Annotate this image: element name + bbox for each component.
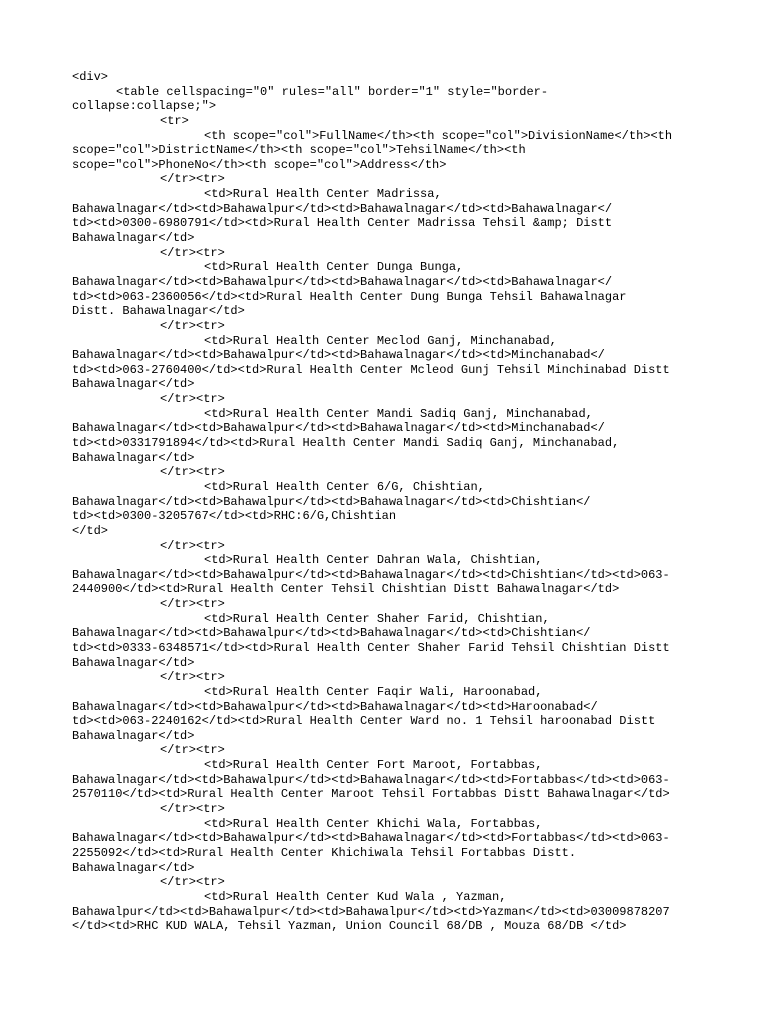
source-line: <td>Rural Health Center Faqir Wali, Haroonabad, <box>204 684 543 699</box>
source-line: <td>Rural Health Center Dunga Bunga, <box>204 260 464 275</box>
source-line: Bahawalnagar</td><td>Bahawalpur</td><td>Bahawalnagar</td><td>Bahawalnagar</ <box>72 201 613 216</box>
source-line: </tr><tr> <box>160 743 225 758</box>
source-line: Bahawalnagar</td> <box>72 860 195 875</box>
source-line: <td>Rural Health Center Madrissa, <box>204 187 442 202</box>
source-line: <td>Rural Health Center Meclod Ganj, Minchanabad, <box>204 333 557 348</box>
source-line: <td>Rural Health Center Fort Maroot, Fortabbas, <box>204 758 543 773</box>
source-line: <td>Rural Health Center Khichi Wala, Fortabbas, <box>204 816 543 831</box>
source-line: <td>Rural Health Center 6/G, Chishtian, <box>204 479 485 494</box>
source-line: td><td>063-2240162</td><td>Rural Health Center Ward no. 1 Tehsil haroonabad Distt <box>72 714 656 729</box>
source-line: 2570110</td><td>Rural Health Center Maroot Tehsil Fortabbas Distt Bahawalnagar</td> <box>72 787 670 802</box>
source-line: td><td>063-2760400</td><td>Rural Health Center Mcleod Gunj Tehsil Minchinabad Distt <box>72 362 670 377</box>
source-line: Bahawalnagar</td><td>Bahawalpur</td><td>Bahawalnagar</td><td>Chishtian</td><td>063- <box>72 567 670 582</box>
source-line: 2255092</td><td>Rural Health Center Khichiwala Tehsil Fortabbas Distt. <box>72 845 577 860</box>
source-line: td><td>0333-6348571</td><td>Rural Health Center Shaher Farid Tehsil Chishtian Distt <box>72 640 670 655</box>
source-line: </tr><tr> <box>160 597 225 612</box>
source-line: Bahawalnagar</td><td>Bahawalpur</td><td>Bahawalnagar</td><td>Haroonabad</ <box>72 699 598 714</box>
source-line: </td> <box>72 523 109 538</box>
source-line: td><td>0300-3205767</td><td>RHC:6/G,Chishtian <box>72 509 397 524</box>
source-line: </tr><tr> <box>160 465 225 480</box>
source-line: </tr><tr> <box>160 538 225 553</box>
source-line: td><td>063-2360056</td><td>Rural Health Center Dung Bunga Tehsil Bahawalnagar <box>72 289 627 304</box>
source-line: Bahawalnagar</td><td>Bahawalpur</td><td>Bahawalnagar</td><td>Chishtian</ <box>72 494 591 509</box>
source-line: Bahawalnagar</td><td>Bahawalpur</td><td>Bahawalnagar</td><td>Minchanabad</ <box>72 348 605 363</box>
source-line: Bahawalnagar</td><td>Bahawalpur</td><td>Bahawalnagar</td><td>Bahawalnagar</ <box>72 274 613 289</box>
source-line: <td>Rural Health Center Kud Wala , Yazman, <box>204 889 507 904</box>
source-line: <th scope="col">FullName</th><th scope="col">DivisionName</th><th <box>204 128 673 143</box>
source-line: td><td>0300-6980791</td><td>Rural Health Center Madrissa Tehsil &amp; Distt <box>72 216 613 231</box>
source-line: <td>Rural Health Center Mandi Sadiq Ganj, Minchanabad, <box>204 406 593 421</box>
source-line: Bahawalpur</td><td>Bahawalpur</td><td>Bahawalpur</td><td>Yazman</td><td>03009878207 <box>72 904 670 919</box>
source-line: </tr><tr> <box>160 875 225 890</box>
source-line: Bahawalnagar</td> <box>72 377 195 392</box>
source-line: <table cellspacing="0" rules="all" border="1" style="border- <box>116 84 549 99</box>
source-line: Bahawalnagar</td> <box>72 231 195 246</box>
source-line: </tr><tr> <box>160 172 225 187</box>
html-source-listing <box>0 70 768 934</box>
source-line: <div> <box>72 70 109 84</box>
source-line: </tr><tr> <box>160 670 225 685</box>
source-line: </tr><tr> <box>160 802 225 817</box>
source-line: <tr> <box>160 113 189 128</box>
source-line: collapse:collapse;"> <box>72 99 217 114</box>
source-line: <td>Rural Health Center Dahran Wala, Chishtian, <box>204 553 543 568</box>
source-line: Bahawalnagar</td> <box>72 450 195 465</box>
source-line: scope="col">DistrictName</th><th scope="col">TehsilName</th><th <box>72 143 526 158</box>
source-line: Bahawalnagar</td><td>Bahawalpur</td><td>Bahawalnagar</td><td>Fortabbas</td><td>063- <box>72 831 670 846</box>
source-line: Bahawalnagar</td> <box>72 728 195 743</box>
source-line: </tr><tr> <box>160 318 225 333</box>
source-line: td><td>0331791894</td><td>Rural Health Center Mandi Sadiq Ganj, Minchanabad, <box>72 436 620 451</box>
source-line: </tr><tr> <box>160 245 225 260</box>
source-line: Bahawalnagar</td><td>Bahawalpur</td><td>Bahawalnagar</td><td>Minchanabad</ <box>72 421 605 436</box>
source-line: </tr><tr> <box>160 392 225 407</box>
source-line: Bahawalnagar</td><td>Bahawalpur</td><td>Bahawalnagar</td><td>Chishtian</ <box>72 626 591 641</box>
source-line: scope="col">PhoneNo</th><th scope="col">Address</th> <box>72 157 447 172</box>
source-line: <td>Rural Health Center Shaher Farid, Chishtian, <box>204 611 550 626</box>
source-line: </td><td>RHC KUD WALA, Tehsil Yazman, Union Council 68/DB , Mouza 68/DB </td> <box>72 919 627 934</box>
source-line: Bahawalnagar</td> <box>72 655 195 670</box>
source-line: 2440900</td><td>Rural Health Center Tehsil Chishtian Distt Bahawalnagar</td> <box>72 582 620 597</box>
source-line: Bahawalnagar</td><td>Bahawalpur</td><td>Bahawalnagar</td><td>Fortabbas</td><td>063- <box>72 772 670 787</box>
source-line: Distt. Bahawalnagar</td> <box>72 304 245 319</box>
